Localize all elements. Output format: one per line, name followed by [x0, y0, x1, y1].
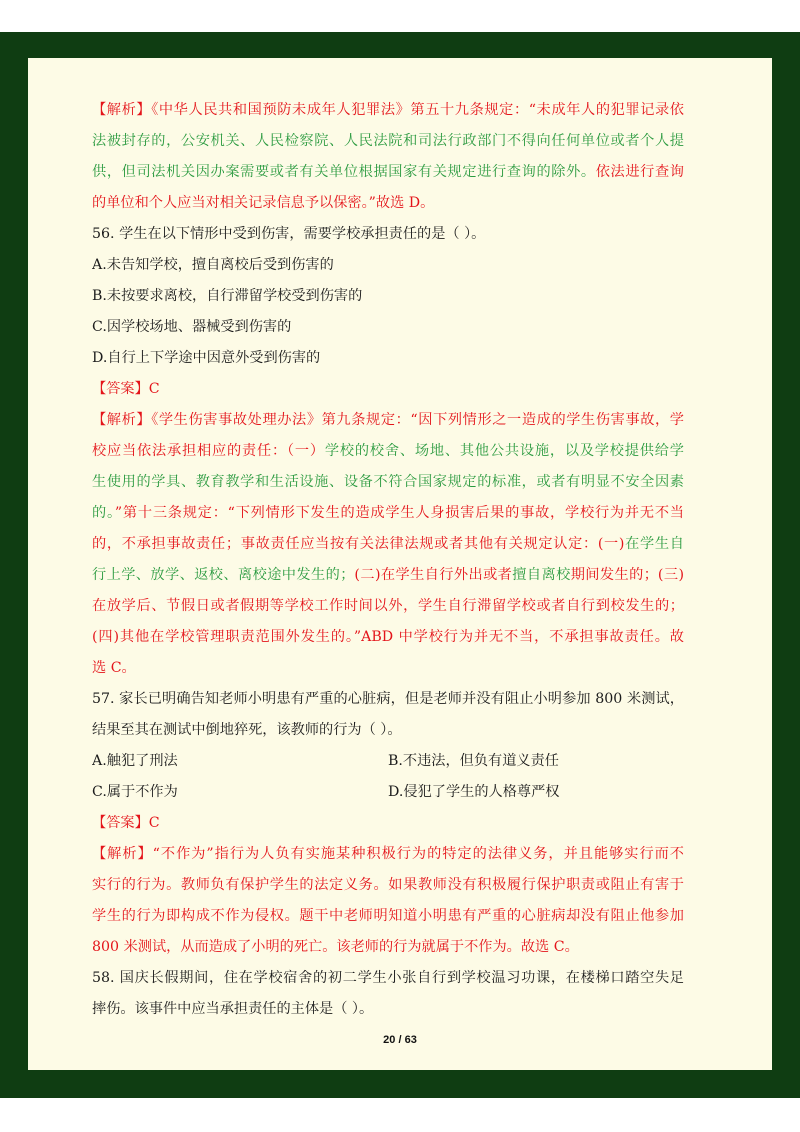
text-line: [92, 901, 684, 932]
document-body: [92, 95, 684, 1025]
text-run: 【解析】“不作为”指行为人负有实施某种积极行为的特定的法律义务，并且能够实行而不: [92, 846, 684, 862]
text-run: 【解析】《中华人民共和国预防未成年人犯罪法》第五十九条规定：: [92, 102, 529, 118]
text-line: [92, 684, 684, 715]
text-run: B.未按要求离校，自行滞留学校受到伤害的: [92, 288, 363, 304]
text-run: (四)其他在学校管理职责范围外发生的。”ABD 中学校行为并无不当，不承担事故责任。故: [92, 629, 684, 645]
text-line: [92, 188, 684, 219]
text-line: [92, 250, 684, 281]
text-run: C.因学校场地、器械受到伤害的: [92, 319, 292, 335]
text-run: 在放学后、节假日或者假期等学校工作时间以外，学生自行滞留学校或者自行到校发生的；: [92, 598, 684, 614]
text-line: [92, 932, 684, 963]
text-run: 结果至其在测试中倒地猝死，该教师的行为（ ）。: [92, 722, 402, 738]
text-run: 56. 学生在以下情形中受到伤害，需要学校承担责任的是（ ）。: [92, 226, 486, 242]
option-text: C.属于不作为: [92, 784, 178, 800]
text-line: [92, 746, 684, 777]
text-line: [92, 95, 684, 126]
text-line: [92, 808, 684, 839]
text-run: 57. 家长已明确告知老师小明患有严重的心脏病，但是老师并没有阻止小明参加 800 米测试，: [92, 691, 684, 707]
text-run: 在学生自: [624, 536, 684, 552]
text-run: (二)在学生自行外出或者: [354, 567, 513, 583]
text-run: 的单位和个人应当对相关记录信息予以保密。”故选 D。: [92, 195, 435, 211]
text-line: [92, 715, 684, 746]
text-run: 的。: [92, 505, 115, 521]
text-run: 期间发生的；(三): [570, 567, 684, 583]
text-run: “未成年人的犯罪记录依: [528, 102, 684, 118]
text-line: [92, 622, 684, 653]
text-run: 【解析】《学生伤害事故处理办法》第九条规定：“因下列情形之一造成的学生伤害事故，学: [92, 412, 684, 428]
text-line: [92, 870, 684, 901]
text-run: 【答案】C: [92, 815, 160, 831]
text-run: 选 C。: [92, 660, 136, 676]
text-line: [92, 529, 684, 560]
text-run: A.未告知学校，擅自离校后受到伤害的: [92, 257, 334, 273]
text-run: 摔伤。该事件中应当承担责任的主体是（ ）。: [92, 1001, 374, 1017]
text-run: D.自行上下学途中因意外受到伤害的: [92, 350, 321, 366]
text-run: ”第十三条规定：“下列情形下发生的造成学生人身损害后果的事故，学校行为并无不当: [114, 505, 684, 521]
text-run: 学生的行为即构成不作为侵权。题干中老师明知道小明患有严重的心脏病却没有阻止他参加: [92, 908, 684, 924]
text-line: [92, 994, 684, 1025]
text-line: [92, 560, 684, 591]
text-run: 800 米测试，从而造成了小明的死亡。该老师的行为就属于不作为。故选 C。: [92, 939, 579, 955]
text-run: 法被封存的，公安机关、人民检察院、人民法院和司法行政部门不得向任何单位或者个人提: [92, 133, 684, 149]
text-line: [92, 312, 684, 343]
text-run: 生使用的学具、教育教学和生活设施、设备不符合国家规定的标准，或者有明显不安全因素: [92, 474, 684, 490]
text-run: 实行的行为。教师负有保护学生的法定义务。如果教师没有积极履行保护职责或阻止有害于: [92, 877, 684, 893]
option-text: B.不违法，但负有道义责任: [388, 753, 559, 769]
text-line: [92, 126, 684, 157]
text-line: [92, 963, 684, 994]
text-run: 58. 国庆长假期间，住在学校宿舍的初二学生小张自行到学校温习功课，在楼梯口踏空失足: [92, 970, 684, 986]
text-line: [92, 653, 684, 684]
text-line: [92, 219, 684, 250]
text-line: [92, 777, 684, 808]
option-text: D.侵犯了学生的人格尊严权: [388, 784, 560, 800]
option-text: A.触犯了刑法: [92, 753, 178, 769]
text-line: [92, 374, 684, 405]
text-run: 的，不承担事故责任；事故责任应当按有关法律法规或者其他有关规定认定：(一): [92, 536, 625, 552]
text-run: 校应当依法承担相应的责任：（一）: [92, 443, 325, 459]
page-number: 20 / 63: [383, 1034, 417, 1046]
text-line: [92, 839, 684, 870]
text-line: [92, 405, 684, 436]
text-run: 学校的校舍、场地、其他公共设施，以及学校提供给学: [324, 443, 684, 459]
text-run: 行上学、放学、返校、离校途中发生的；: [92, 567, 355, 583]
text-line: [92, 281, 684, 312]
text-run: 【答案】C: [92, 381, 160, 397]
text-line: [92, 591, 684, 622]
text-line: [92, 498, 684, 529]
text-run: 擅自离校: [512, 567, 571, 583]
text-line: [92, 157, 684, 188]
text-line: [92, 343, 684, 374]
text-line: [92, 436, 684, 467]
text-run: 供，但司法机关因办案需要或者有关单位根据国家有关规定进行查询的除外。: [92, 164, 596, 180]
text-run: 依法进行查询: [595, 164, 684, 180]
text-line: [92, 467, 684, 498]
